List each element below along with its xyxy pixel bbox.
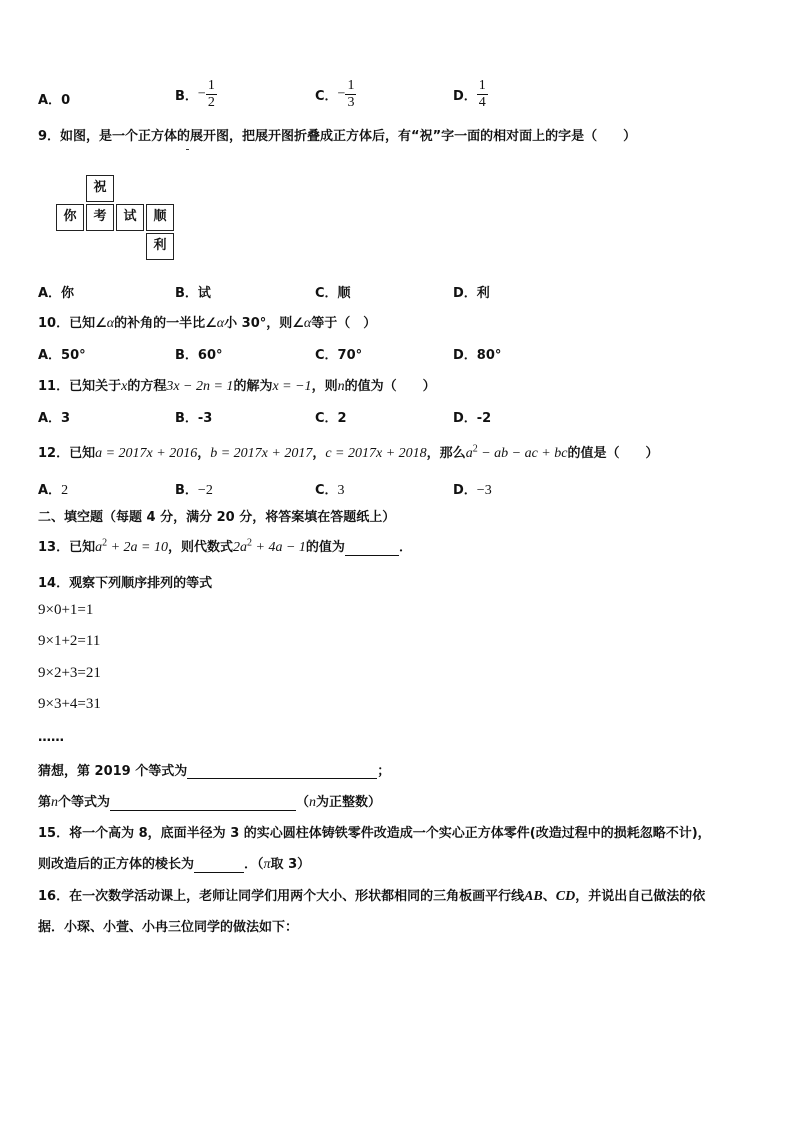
q11-text-4: ，则 — [311, 379, 338, 394]
q11-option-b: B．-3 — [175, 411, 213, 426]
q14-nth-var: n — [51, 795, 59, 810]
q14-note-rest: 为正整数） — [316, 795, 382, 810]
q12-option-b — [175, 479, 213, 499]
q14-note-open: （ — [296, 795, 310, 810]
q12-sep-1: ， — [197, 446, 211, 461]
q13-text-2: ，则代数式 — [168, 540, 234, 555]
q13-stem — [38, 536, 412, 556]
q12-expr-base: a — [465, 446, 473, 461]
q12-option-d-value: −3 — [476, 483, 492, 498]
q12-option-a-label: A． — [38, 483, 62, 498]
q10-text-2: 的补角的一半比∠ — [114, 316, 217, 331]
q12-option-b-label: B． — [175, 483, 198, 498]
q12-option-c — [315, 479, 345, 499]
q8-option-c — [315, 78, 356, 111]
q9-option-c: C．顺 — [315, 286, 351, 301]
q11-text-3: 的解为 — [233, 379, 273, 394]
fraction-denominator: 3 — [347, 95, 355, 110]
q15-line-1: 15．将一个高为 8，底面半径为 3 的实心圆柱体铸铁零件改造成一个实心正方体零件(改造过程中的损耗忽略不计)， — [38, 826, 711, 841]
q11-option-d: D．-2 — [453, 411, 492, 426]
q16-line-ab: AB — [524, 889, 543, 904]
q12-option-a — [38, 479, 68, 499]
q8-option-b — [175, 78, 217, 111]
q8-option-d — [453, 78, 488, 111]
fraction-numerator: 1 — [347, 78, 355, 93]
q14-equation-3: 9×2+3=21 — [38, 665, 101, 681]
q14-ellipsis: …… — [38, 730, 64, 745]
q12-option-c-label: C． — [315, 483, 338, 498]
q15-text-3: 取 3） — [270, 857, 311, 872]
q14-equation-2: 9×1+2=11 — [38, 633, 101, 649]
q15-line-2 — [38, 853, 310, 873]
q14-nth — [38, 791, 381, 811]
q11-equation: 3x − 2n = 1 — [166, 379, 234, 394]
q8-option-b-fraction — [206, 78, 217, 111]
q8-option-d-fraction — [477, 78, 488, 111]
q12-option-d — [453, 479, 492, 499]
q12-sep-2: ， — [312, 446, 326, 461]
q11-var-n: n — [337, 379, 345, 394]
q14-nth-text-1: 第 — [38, 795, 52, 810]
q8-option-c-label: C． — [315, 89, 338, 104]
q12-c-eq: c = 2017x + 2018 — [325, 446, 427, 461]
q16-line-2: 据．小琛、小萱、小冉三位同学的做法如下： — [38, 920, 299, 935]
q10-option-c: C．70° — [315, 348, 363, 363]
q8-option-a — [38, 89, 70, 108]
q10-stem — [38, 312, 376, 332]
q14-guess-end: ； — [377, 764, 391, 779]
q12-option-c-value: 3 — [337, 483, 345, 498]
q12-option-d-label: D． — [453, 483, 477, 498]
q12-option-b-value: −2 — [197, 483, 213, 498]
q12-expr-exp: 2 — [472, 443, 478, 455]
q8-option-a-value: 0 — [61, 93, 71, 108]
q15-answer-blank[interactable] — [194, 858, 244, 873]
q9-option-d: D．利 — [453, 286, 490, 301]
q13-expr-rest: + 4a − 1 — [252, 540, 306, 555]
q11-text-2: 的方程 — [127, 379, 167, 394]
q13-expr-exp: 2 — [247, 537, 253, 549]
q8-option-b-sign: − — [197, 86, 206, 102]
q8-option-b-label: B． — [175, 89, 198, 104]
q12-stem — [38, 442, 658, 462]
cube-face-shun: 顺 — [146, 204, 174, 231]
q14-guess-text: 猜想，第 2019 个等式为 — [38, 764, 188, 779]
q9-option-a: A．你 — [38, 286, 75, 301]
fraction-numerator: 1 — [478, 78, 486, 93]
q8-option-a-label: A． — [38, 93, 62, 108]
q16-sep: 、 — [542, 889, 556, 904]
q12-text-3: 的值是（ ） — [567, 446, 659, 461]
cube-net — [56, 175, 178, 260]
q11-text-1: 11．已知关于 — [38, 379, 122, 394]
q8-option-d-label: D． — [453, 89, 477, 104]
q12-a-eq: a = 2017x + 2016 — [95, 446, 198, 461]
q11-option-c: C．2 — [315, 411, 347, 426]
q11-stem — [38, 375, 436, 395]
q10-text-1: 10．已知∠ — [38, 316, 107, 331]
q13-eq-base: a — [95, 540, 103, 555]
q16-text-1: 16．在一次数学活动课上，老师让同学们用两个大小、形状都相同的三角板画平行线 — [38, 889, 525, 904]
q14-equation-1: 9×0+1=1 — [38, 602, 94, 618]
q16-line-cd: CD — [555, 889, 576, 904]
q10-alpha-1: α — [106, 316, 115, 331]
cube-face-shi: 试 — [116, 204, 144, 231]
q16-line-1 — [38, 885, 705, 905]
q14-equation-4: 9×3+4=31 — [38, 696, 101, 712]
q9-stem: 9．如图，是一个正方体的展开图，把展开图折叠成正方体后，有“祝”字一面的相对面上的字是（ ） — [38, 129, 637, 144]
q8-option-c-fraction — [345, 78, 356, 111]
q13-eq-exp: 2 — [102, 537, 108, 549]
q14-note-var: n — [309, 795, 317, 810]
q14-guess-blank[interactable] — [187, 764, 377, 779]
q15-text-2: ．（ — [244, 857, 264, 872]
stray-mark — [186, 149, 189, 150]
q12-text-1: 12．已知 — [38, 446, 96, 461]
q10-text-3: 小 30°，则∠ — [224, 316, 304, 331]
q11-var-x: x — [121, 379, 128, 394]
q10-alpha-2: α — [216, 316, 225, 331]
q10-option-d: D．80° — [453, 348, 502, 363]
q8-option-c-sign: − — [337, 86, 346, 102]
q11-text-5: 的值为（ ） — [344, 379, 436, 394]
q10-text-4: 等于（ ） — [311, 316, 377, 331]
fraction-denominator: 2 — [207, 95, 215, 110]
cube-face-zhu: 祝 — [86, 175, 114, 202]
q13-eq-rest: + 2a = 10 — [107, 540, 168, 555]
q10-option-a: A．50° — [38, 348, 86, 363]
q12-option-a-value: 2 — [61, 483, 69, 498]
q14-nth-blank[interactable] — [110, 796, 296, 811]
q13-answer-blank[interactable] — [345, 541, 399, 556]
q14-stem: 14．观察下列顺序排列的等式 — [38, 576, 213, 591]
q13-expr-a: 2a — [233, 540, 248, 555]
section-heading: 二、填空题（每题 4 分，满分 20 分，将答案填在答题纸上） — [38, 510, 396, 525]
q14-nth-text-2: 个等式为 — [58, 795, 111, 810]
q12-text-2: ，那么 — [426, 446, 466, 461]
cube-face-li: 利 — [146, 233, 174, 260]
q13-text-1: 13．已知 — [38, 540, 96, 555]
q12-b-eq: b = 2017x + 2017 — [210, 446, 313, 461]
cube-face-kao: 考 — [86, 204, 114, 231]
q10-option-b: B．60° — [175, 348, 223, 363]
q14-guess — [38, 760, 390, 779]
q11-solution: x = −1 — [272, 379, 312, 394]
q9-option-b: B．试 — [175, 286, 211, 301]
q15-text-1: 则改造后的正方体的棱长为 — [38, 857, 195, 872]
q13-text-3: 的值为 — [305, 540, 345, 555]
q11-option-a: A．3 — [38, 411, 71, 426]
fraction-denominator: 4 — [478, 95, 486, 110]
q12-expr-rest: − ab − ac + bc — [477, 446, 568, 461]
q16-text-2: ，并说出自己做法的依 — [575, 889, 706, 904]
cube-face-ni: 你 — [56, 204, 84, 231]
fraction-numerator: 1 — [207, 78, 215, 93]
q13-text-4: ． — [398, 540, 412, 555]
q15-pi: π — [263, 857, 271, 872]
q10-alpha-3: α — [303, 316, 312, 331]
